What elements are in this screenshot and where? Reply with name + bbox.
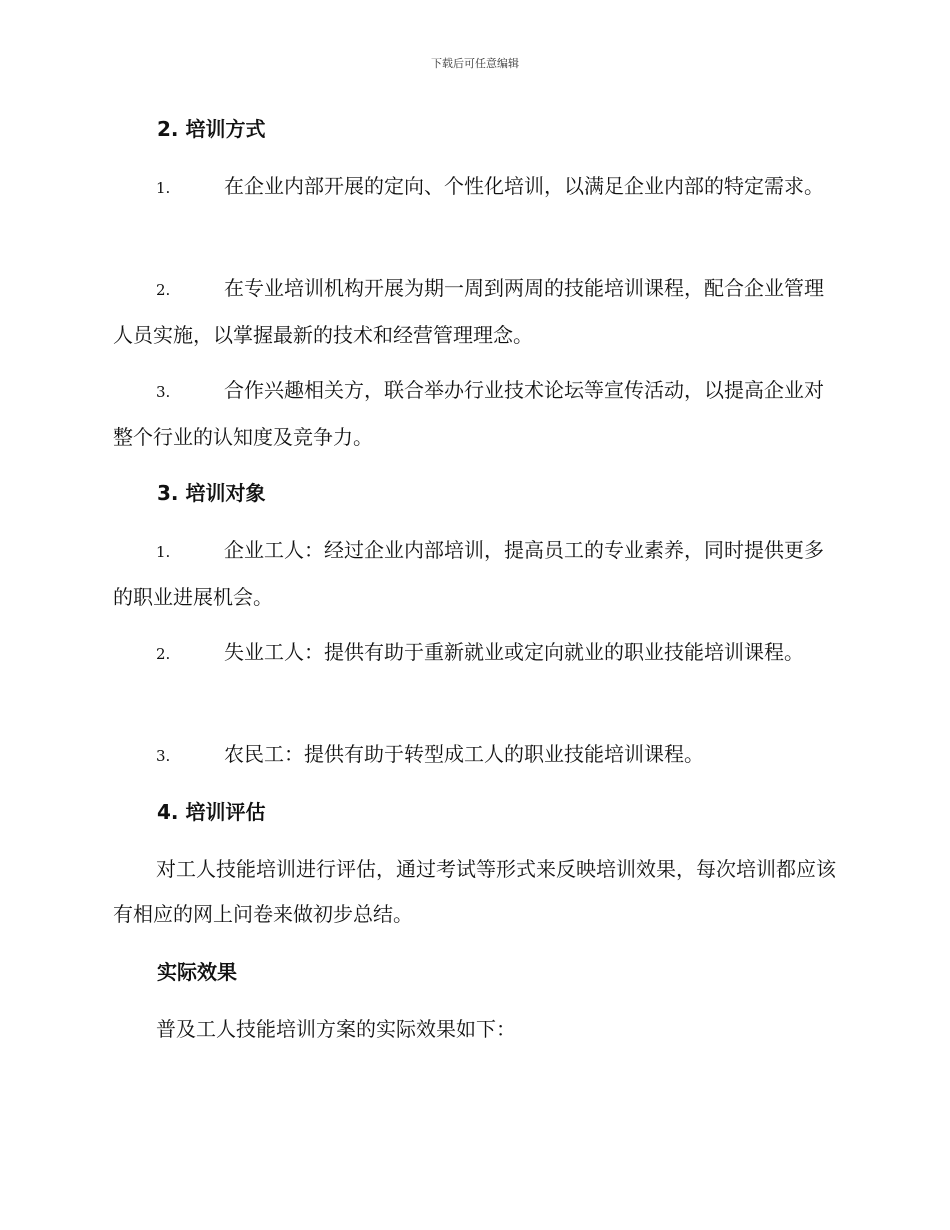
paragraph-evaluation	[113, 847, 843, 937]
list-item-text: 企业工人：经过企业内部培训，提高员工的专业素养，同时提供更多的职业进展机会。	[113, 538, 824, 609]
list-item-text: 在企业内部开展的定向、个性化培训，以满足企业内部的特定需求。	[224, 174, 824, 198]
list-item-number: 1.	[156, 179, 171, 197]
list-item-text: 失业工人：提供有助于重新就业或定向就业的职业技能培训课程。	[224, 640, 804, 664]
list-item-number: 2.	[156, 645, 171, 663]
list-item-number: 3.	[156, 747, 171, 765]
list-item	[113, 266, 843, 358]
section-heading-training-evaluation: 4. 培训评估	[157, 800, 266, 824]
list-item	[113, 732, 843, 779]
list-item	[113, 164, 843, 211]
list-item-number: 3.	[156, 383, 171, 401]
paragraph-text: 普及工人技能培训方案的实际效果如下：	[156, 1017, 516, 1041]
list-item-text: 农民工：提供有助于转型成工人的职业技能培训课程。	[224, 742, 704, 766]
list-item-text: 合作兴趣相关方，联合举办行业技术论坛等宣传活动，以提高企业对整个行业的认知度及竞争力。	[113, 378, 824, 449]
list-item	[113, 528, 843, 620]
list-item	[113, 630, 843, 677]
section-heading-training-methods: 2. 培训方式	[157, 117, 266, 141]
paragraph-actual-effect	[113, 1007, 843, 1052]
list-item-text: 在专业培训机构开展为期一周到两周的技能培训课程，配合企业管理人员实施，以掌握最新的技术和经营管理理念。	[113, 276, 824, 347]
section-heading-training-targets: 3. 培训对象	[157, 481, 266, 505]
paragraph-text: 对工人技能培训进行评估，通过考试等形式来反映培训效果，每次培训都应该有相应的网上问卷来做初步总结。	[113, 857, 836, 926]
list-item	[113, 368, 843, 460]
header-note: 下载后可任意编辑	[431, 57, 519, 70]
section-heading-actual-effect: 实际效果	[157, 960, 237, 984]
list-item-number: 1.	[156, 543, 171, 561]
list-item-number: 2.	[156, 281, 171, 299]
